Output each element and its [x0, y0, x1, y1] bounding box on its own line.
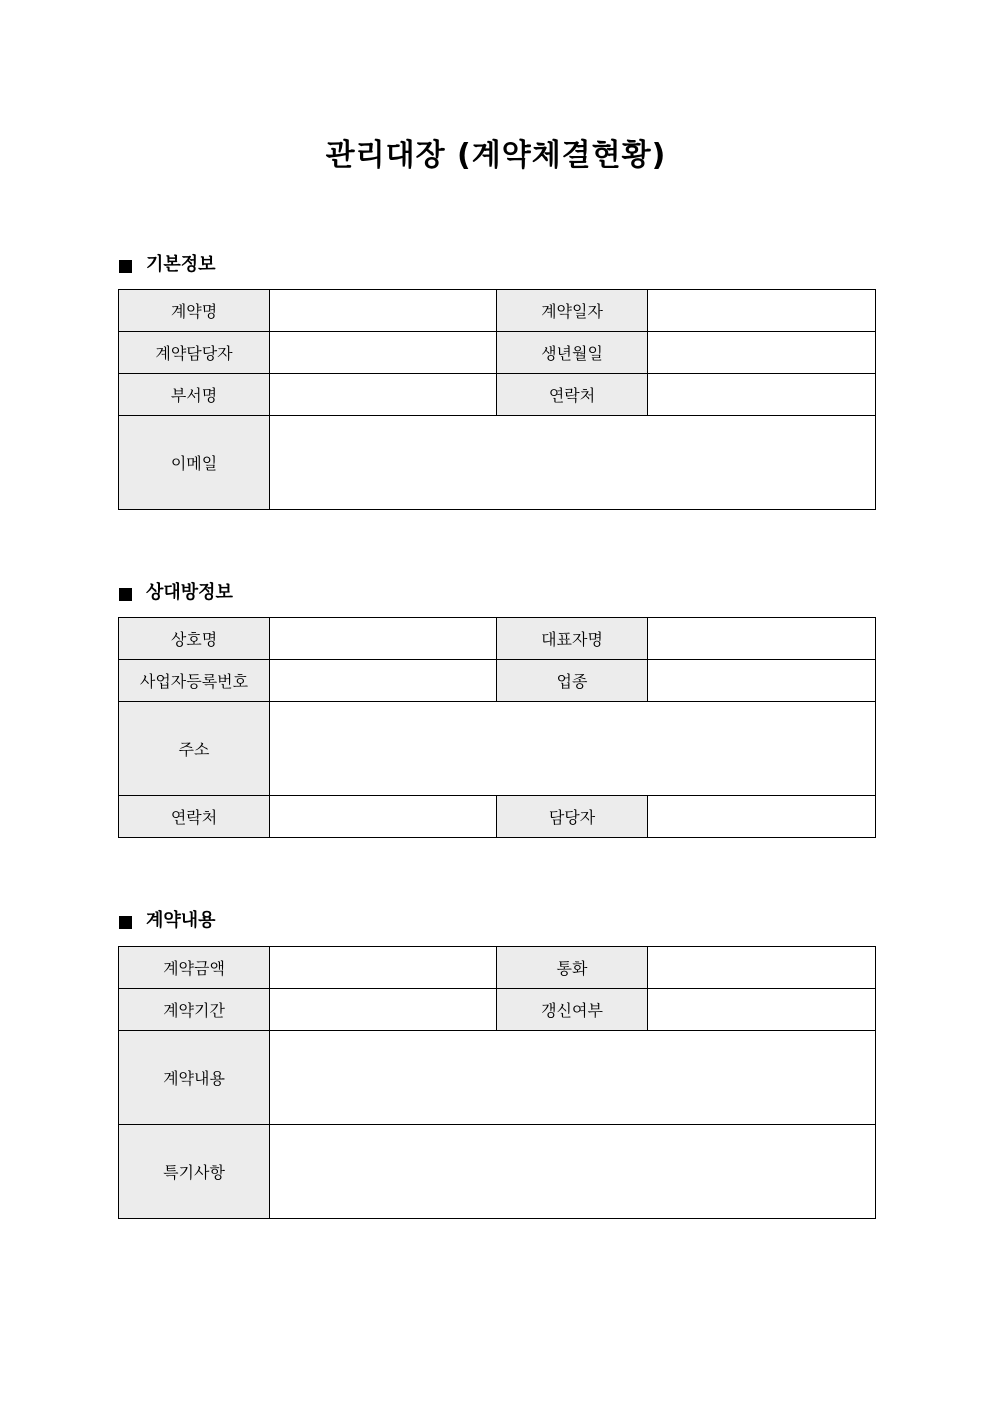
table-row — [119, 702, 876, 796]
table-row — [119, 1031, 876, 1125]
label-birth-date: 생년월일 — [497, 332, 648, 374]
table-row — [119, 374, 876, 416]
field-email[interactable] — [270, 416, 876, 510]
field-person-in-charge[interactable] — [648, 796, 876, 838]
basic-info-table — [118, 289, 876, 510]
label-contract-name: 계약명 — [119, 290, 270, 332]
field-contract-date[interactable] — [648, 290, 876, 332]
counterparty-info-table — [118, 617, 876, 838]
label-department: 부서명 — [119, 374, 270, 416]
field-birth-date[interactable] — [648, 332, 876, 374]
field-department[interactable] — [270, 374, 497, 416]
field-company-name[interactable] — [270, 618, 497, 660]
field-business-reg-number[interactable] — [270, 660, 497, 702]
field-special-notes[interactable] — [270, 1125, 876, 1219]
black-square-icon — [119, 916, 132, 929]
field-contract-content[interactable] — [270, 1031, 876, 1125]
field-currency[interactable] — [648, 947, 876, 989]
page-title: 관리대장 (계약체결현황) — [325, 138, 667, 173]
label-contract-content: 계약내용 — [119, 1031, 270, 1125]
table-row — [119, 1125, 876, 1219]
field-contact[interactable] — [648, 374, 876, 416]
label-contract-date: 계약일자 — [497, 290, 648, 332]
table-row — [119, 290, 876, 332]
contract-details-table — [118, 946, 876, 1219]
section-heading-counterparty-info — [119, 581, 233, 605]
field-contract-manager[interactable] — [270, 332, 497, 374]
black-square-icon — [119, 260, 132, 273]
table-row — [119, 989, 876, 1031]
table-row — [119, 660, 876, 702]
section-heading-basic-info — [119, 253, 216, 277]
label-person-in-charge: 담당자 — [497, 796, 648, 838]
field-address[interactable] — [270, 702, 876, 796]
field-industry[interactable] — [648, 660, 876, 702]
field-renewal[interactable] — [648, 989, 876, 1031]
section-heading-label: 상대방정보 — [146, 582, 233, 603]
section-heading-label: 기본정보 — [146, 254, 216, 275]
label-email: 이메일 — [119, 416, 270, 510]
label-industry: 업종 — [497, 660, 648, 702]
table-row — [119, 796, 876, 838]
field-contract-name[interactable] — [270, 290, 497, 332]
label-counterparty-contact: 연락처 — [119, 796, 270, 838]
table-row — [119, 947, 876, 989]
field-representative[interactable] — [648, 618, 876, 660]
label-contract-period: 계약기간 — [119, 989, 270, 1031]
field-contract-amount[interactable] — [270, 947, 497, 989]
section-heading-label: 계약내용 — [146, 910, 216, 931]
label-representative: 대표자명 — [497, 618, 648, 660]
label-contract-manager: 계약담당자 — [119, 332, 270, 374]
black-square-icon — [119, 588, 132, 601]
label-contract-amount: 계약금액 — [119, 947, 270, 989]
table-row — [119, 332, 876, 374]
field-counterparty-contact[interactable] — [270, 796, 497, 838]
field-contract-period[interactable] — [270, 989, 497, 1031]
label-contact: 연락처 — [497, 374, 648, 416]
label-address: 주소 — [119, 702, 270, 796]
label-company-name: 상호명 — [119, 618, 270, 660]
label-business-reg-number: 사업자등록번호 — [119, 660, 270, 702]
label-special-notes: 특기사항 — [119, 1125, 270, 1219]
section-heading-contract-details — [119, 909, 216, 933]
table-row — [119, 618, 876, 660]
label-renewal: 갱신여부 — [497, 989, 648, 1031]
label-currency: 통화 — [497, 947, 648, 989]
table-row — [119, 416, 876, 510]
